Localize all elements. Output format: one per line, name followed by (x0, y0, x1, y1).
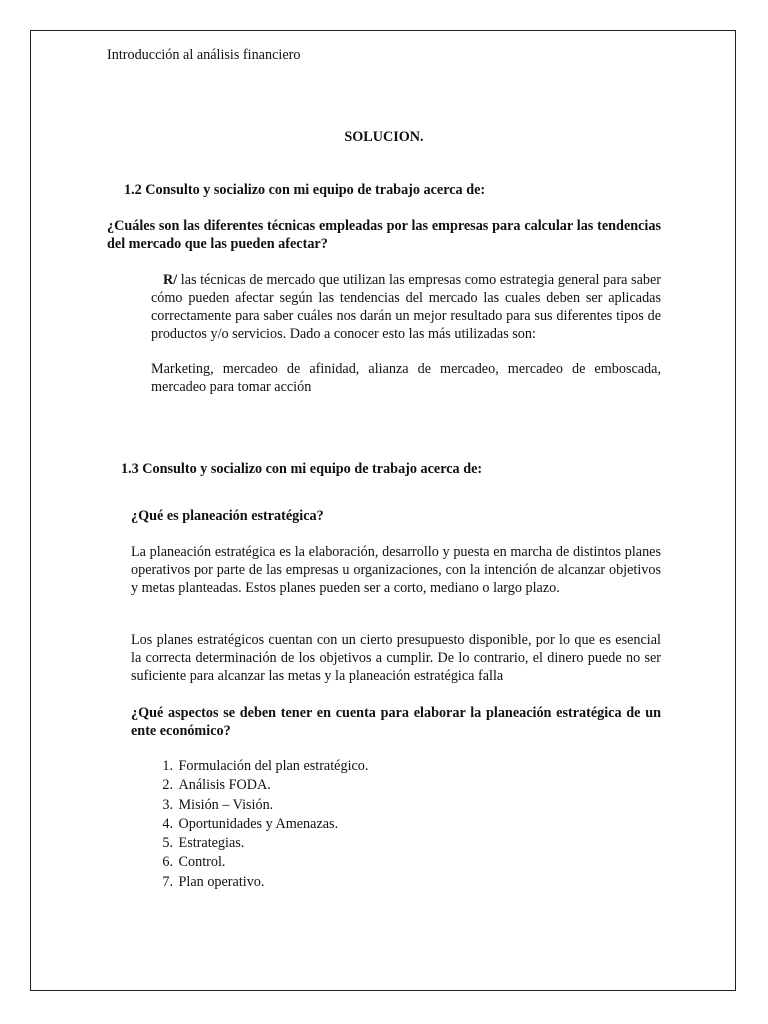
answer-text: las técnicas de mercado que utilizan las empresas como estrategia general para saber cómo pueden afectar según las tendencias del mercado las cuales deben ser aplicadas correctamente para saber cuáles nos darán un mejor resultado para sus diferentes tipos de productos y/o servicios. Dado a conocer esto las más utilizadas son: (151, 272, 661, 342)
list-item: 6. Control. (162, 854, 226, 871)
section-1-2-title: 1.2 Consulto y socializo con mi equipo de trabajo acerca de: (124, 182, 486, 198)
document-header-title: Introducción al análisis financiero (107, 47, 301, 63)
aspects-list (131, 757, 661, 892)
list-item: 7. Plan operativo. (162, 873, 265, 890)
list-item: 4. Oportunidades y Amenazas. (162, 815, 339, 832)
list-item: 2. Análisis FODA. (162, 777, 271, 794)
list-item: 5. Estrategias. (162, 835, 245, 852)
solution-heading: SOLUCION. (344, 129, 424, 145)
section-1-3-title: 1.3 Consulto y socializo con mi equipo de trabajo acerca de: (121, 461, 483, 477)
strategic-planning-paragraph-2: Los planes estratégicos cuentan con un cierto presupuesto disponible, por lo que es esencial la correcta determinación de los objetivos a cumplir. De lo contrario, el dinero puede no ser suficiente para alcanzar las metas y la planeación estratégica falla (131, 632, 661, 684)
answer-prefix: R/ (163, 272, 178, 288)
list-item: 3. Misión – Visión. (162, 796, 274, 813)
strategic-planning-paragraph-1: La planeación estratégica es la elaboración, desarrollo y puesta en marcha de distintos planes operativos por parte de las empresas u organizaciones, con la intención de alcanzar objetivos y metas planteadas. Estos planes pueden ser a corto, mediano o largo plazo. (131, 544, 661, 596)
list-item: 1. Formulación del plan estratégico. (162, 758, 369, 774)
section-1-2-question: ¿Cuáles son las diferentes técnicas empleadas por las empresas para calcular las tendencias del mercado que las pueden afectar? (107, 218, 661, 252)
section-1-3-question-1: ¿Qué es planeación estratégica? (131, 508, 324, 524)
section-1-2-answer (151, 271, 661, 343)
techniques-list: Marketing, mercadeo de afinidad, alianza de mercadeo, mercadeo de emboscada, mercadeo para tomar acción (151, 361, 661, 395)
section-1-3-question-2: ¿Qué aspectos se deben tener en cuenta para elaborar la planeación estratégica de un ente económico? (131, 705, 661, 739)
